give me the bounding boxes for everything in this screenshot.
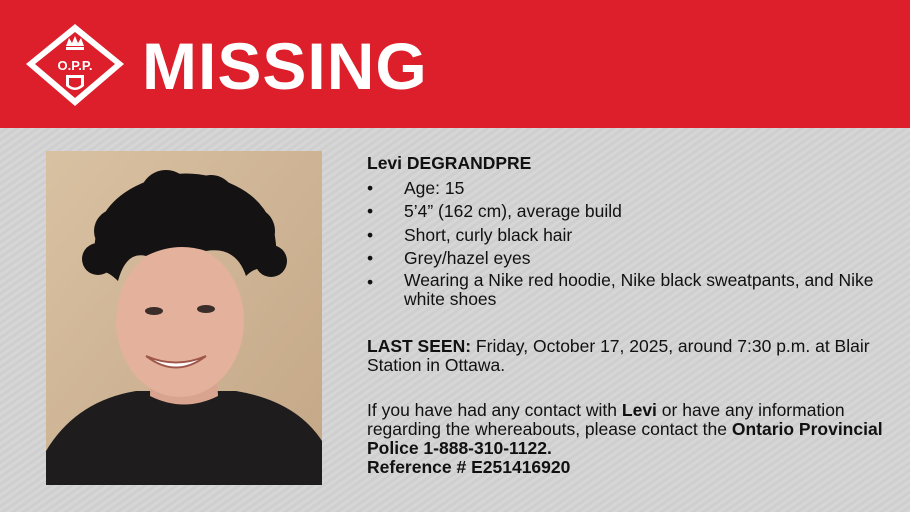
bullet-icon: •	[367, 224, 374, 245]
detail-clothing: Wearing a Nike red hoodie, Nike black sweatpants, and Nike white shoes	[404, 269, 874, 309]
contact-paragraph	[367, 401, 887, 477]
person-name: Levi DEGRANDPRE	[367, 153, 532, 173]
contact-person-name: Levi	[621, 399, 657, 420]
detail-item	[367, 200, 887, 224]
description-panel	[367, 152, 887, 477]
last-seen-paragraph	[367, 337, 887, 375]
opp-badge-icon	[22, 20, 128, 110]
detail-item	[367, 177, 887, 201]
bullet-icon: •	[367, 248, 374, 268]
detail-hair: Short, curly black hair	[404, 224, 573, 245]
detail-item	[367, 271, 887, 309]
bullet-icon: •	[367, 177, 374, 198]
bullet-icon: •	[367, 201, 374, 221]
detail-age: Age: 15	[404, 177, 465, 198]
last-seen-label: LAST SEEN:	[367, 335, 472, 356]
last-seen-text: Friday, October 17, 2025, around 7:30 p.m. at Blair Station in Ottawa.	[367, 335, 870, 375]
opp-logo-text: O.P.P.	[57, 58, 93, 73]
detail-height: 5’4” (162 cm), average build	[404, 201, 622, 221]
detail-item	[367, 247, 887, 271]
detail-eyes: Grey/hazel eyes	[404, 248, 531, 268]
contact-text-2: or have any information regarding the whereabouts, please contact the	[367, 399, 845, 439]
banner-title: MISSING	[142, 29, 428, 103]
missing-banner	[0, 0, 910, 128]
missing-person-photo	[46, 151, 322, 485]
detail-item	[367, 224, 887, 248]
bullet-icon: •	[367, 271, 374, 292]
details-list	[367, 177, 887, 309]
reference-number: Reference # E251416920	[367, 456, 571, 477]
contact-agency-phone: Ontario Provincial Police 1-888-310-1122.	[367, 418, 883, 458]
contact-text-1: If you have had any contact with	[367, 399, 622, 420]
